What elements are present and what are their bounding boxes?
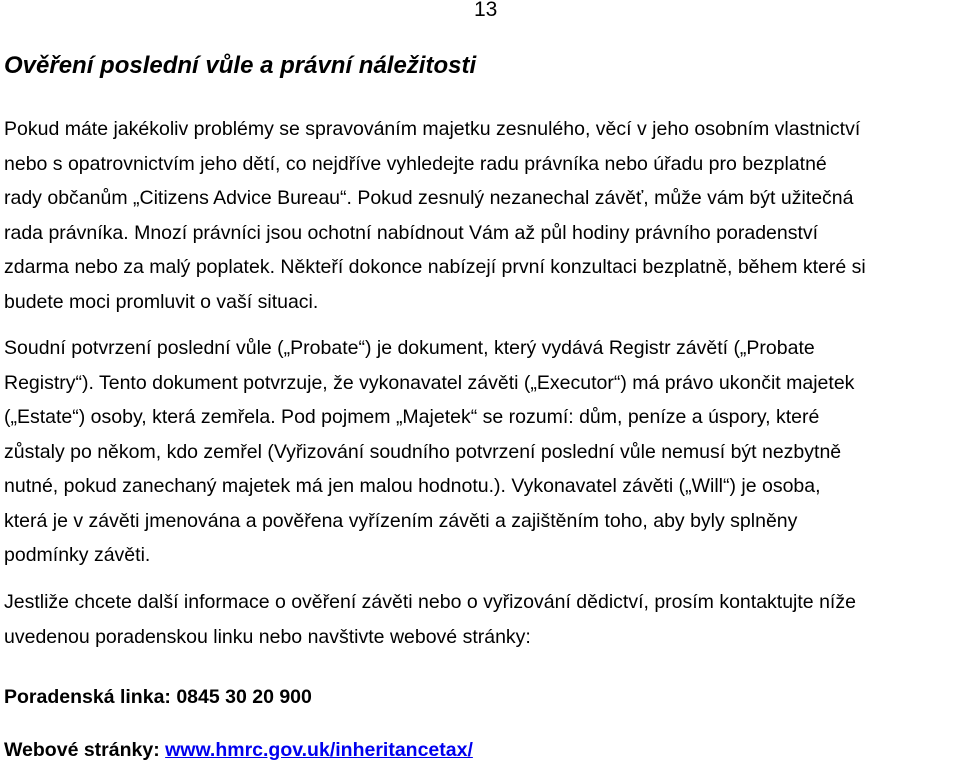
helpline-number: 0845 30 20 900 [176,686,312,708]
paragraph-more-info [4,585,960,654]
text-line: rada právníka. Mnozí právníci jsou ochotní nabídnout Vám až půl hodiny právního poradenství [4,221,819,244]
text-line: podmínky závěti. [4,544,151,566]
text-line: rady občanům „Citizens Advice Bureau“. Pokud zesnulý nezanechal závěť, může vám být užitečná [4,187,854,209]
page-number: 13 [474,0,498,21]
paragraph-probate [4,331,960,573]
text-line: („Estate“) osoby, která zemřela. Pod pojmem „Majetek“ se rozumí: dům, peníze a úspory, které [4,406,820,428]
text-line: Jestliže chcete další informace o ověření závěti nebo o vyřizování dědictví, prosím kontaktujte níže [4,591,856,613]
text-line: nebo s opatrovnictvím jeho dětí, co nejdříve vyhledejte radu právníka nebo úřadu pro bezplatné [4,152,827,175]
paragraph-legal-advice [4,112,960,319]
text-line: zůstaly po někom, kdo zemřel (Vyřizování soudního potvrzení poslední vůle nemusí být nezbytně [4,440,842,463]
text-line: Pokud máte jakékoliv problémy se spravováním majetku zesnulého, věcí v jeho osobním vlastnictví [4,118,861,140]
helpline-label: Poradenská linka: [4,686,171,708]
text-line: uvedenou poradenskou linku nebo navštivte webové stránky: [4,625,531,648]
website-label: Webové stránky: [4,739,160,761]
website-link[interactable]: www.hmrc.gov.uk/inheritancetax/ [165,739,473,761]
helpline [4,686,312,709]
text-line: zdarma nebo za malý poplatek. Někteří dokonce nabízejí první konzultaci bezplatně, během které si [4,256,866,278]
text-line: budete moci promluvit o vaší situaci. [4,290,319,313]
text-line: Registry“). Tento dokument potvrzuje, že vykonavatel závěti („Executor“) má právo ukončit majetek [4,371,855,394]
page-title: Ověření poslední vůle a právní náležitosti [4,52,477,79]
text-line: Soudní potvrzení poslední vůle („Probate“) je dokument, který vydává Registr závětí („Probate [4,337,815,359]
text-line: která je v závěti jmenována a pověřena vyřízením závěti a zajištěním toho, aby byly splněny [4,509,798,532]
text-line: nutné, pokud zanechaný majetek má jen malou hodnotu.). Vykonavatel závěti („Will“) je osoba, [4,475,821,497]
website [4,739,473,762]
